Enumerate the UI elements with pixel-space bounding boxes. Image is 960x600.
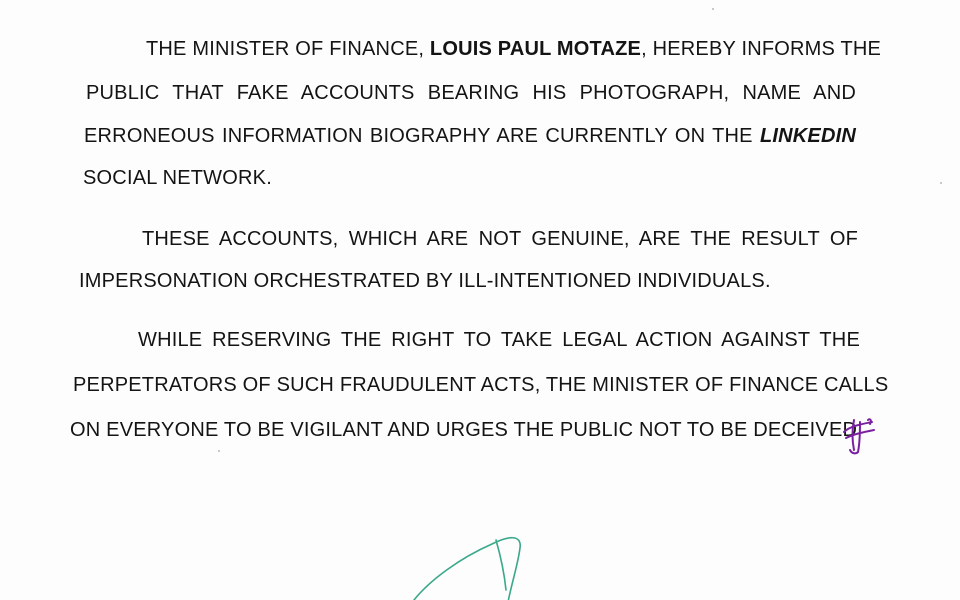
- scan-speck: [940, 182, 942, 184]
- paragraph-3-line-1: [138, 328, 860, 352]
- paragraph-3-line-2-text: PERPETRATORS OF SUCH FRAUDULENT ACTS, THE MINISTER OF FINANCE CALLS: [73, 374, 889, 396]
- paragraph-1-line-3-text: ERRONEOUS INFORMATION BIOGRAPHY ARE CURRENTLY ON THE: [84, 125, 760, 147]
- paragraph-3-line-1-text: WHILE RESERVING THE RIGHT TO TAKE LEGAL ACTION AGAINST THE: [138, 329, 860, 351]
- paragraph-2-line-1-text: THESE ACCOUNTS, WHICH ARE NOT GENUINE, ARE THE RESULT OF: [142, 228, 858, 250]
- paragraph-2-line-1: [142, 227, 858, 251]
- scan-speck: [218, 450, 220, 452]
- signature-stroke: [414, 538, 520, 600]
- handwritten-initials-mark: [838, 414, 878, 456]
- minister-name: LOUIS PAUL MOTAZE: [429, 38, 642, 60]
- paragraph-1-line-3: [84, 124, 856, 148]
- paragraph-1-line-2: [86, 81, 856, 105]
- notice-lead-tail: , HEREBY INFORMS THE: [641, 38, 882, 60]
- paragraph-3-line-2: [73, 373, 889, 397]
- handwritten-signature: [400, 530, 540, 600]
- paragraph-2-line-2-text: IMPERSONATION ORCHESTRATED BY ILL-INTENTIONED INDIVIDUALS.: [79, 270, 771, 292]
- notice-lead-text: THE MINISTER OF FINANCE,: [146, 38, 430, 60]
- paragraph-1-line-1: [146, 37, 882, 61]
- initials-stroke: [844, 419, 874, 453]
- paragraph-3-line-3: [70, 418, 857, 442]
- scan-speck: [712, 8, 714, 10]
- paragraph-2-line-2: [79, 269, 771, 293]
- paragraph-1-line-4: [83, 166, 272, 190]
- paragraph-1-line-4-text: SOCIAL NETWORK.: [83, 167, 272, 189]
- platform-name: LINKEDIN: [759, 125, 856, 147]
- paragraph-1-line-2-text: PUBLIC THAT FAKE ACCOUNTS BEARING HIS PHOTOGRAPH, NAME AND: [86, 82, 856, 104]
- paragraph-3-line-3-text: ON EVERYONE TO BE VIGILANT AND URGES THE PUBLIC NOT TO BE DECEIVED: [70, 419, 858, 441]
